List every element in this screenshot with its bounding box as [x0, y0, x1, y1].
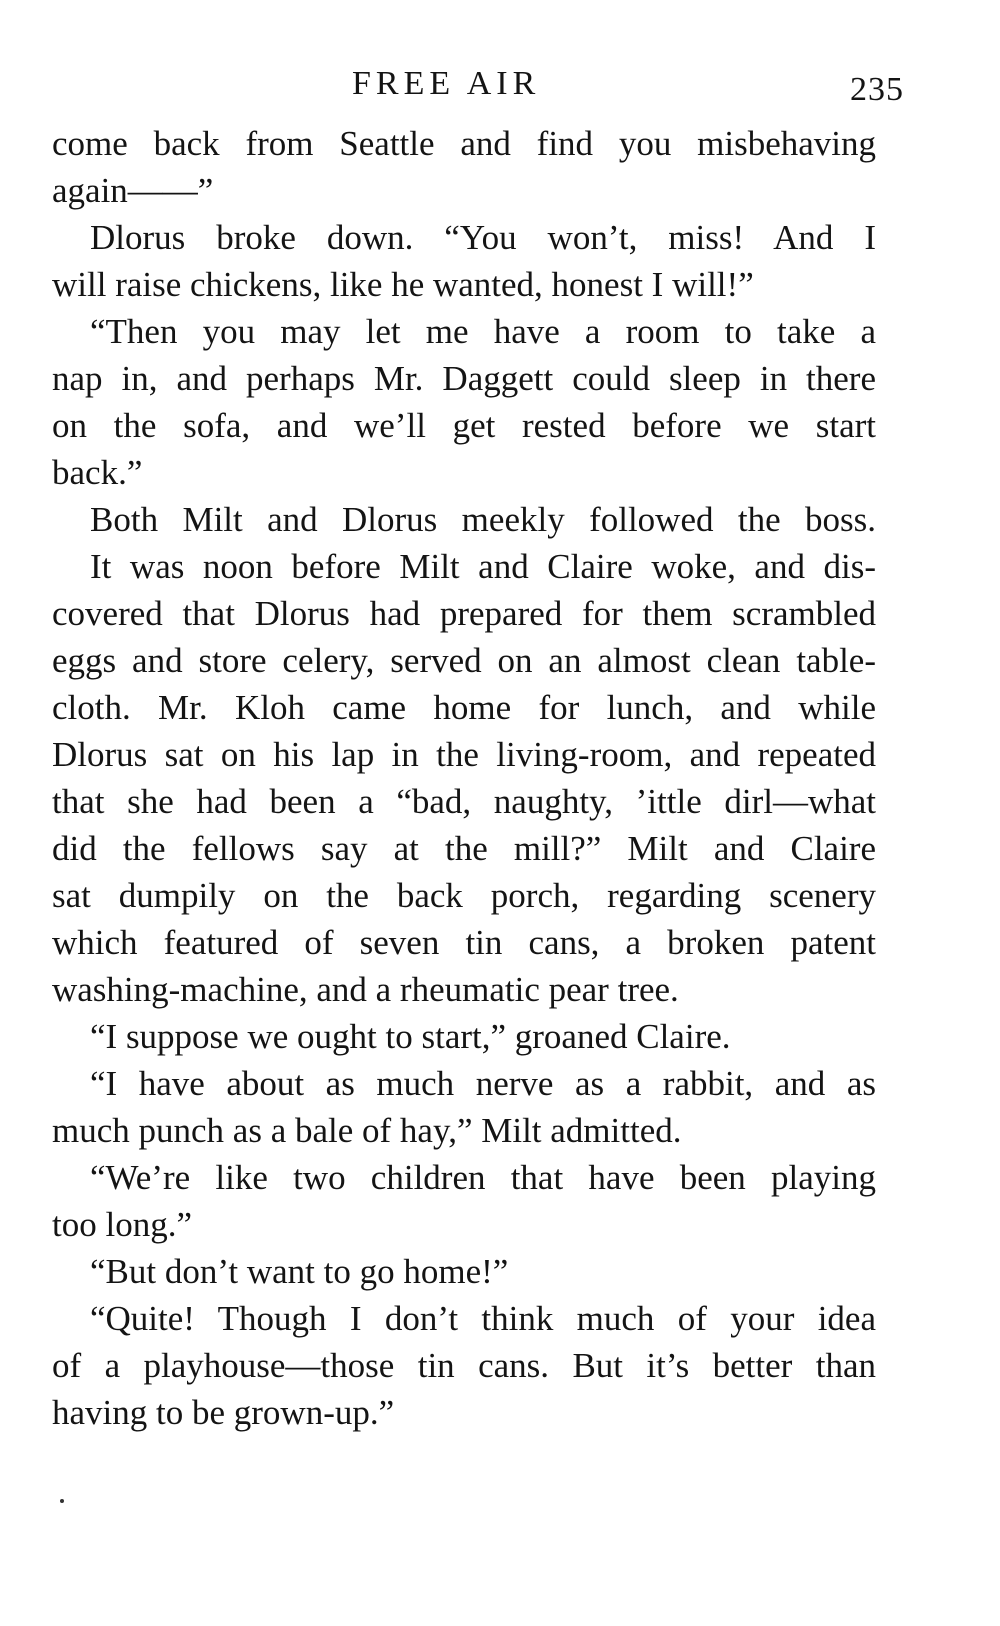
- text-line: of a playhouse—those tin cans. But it’s better than: [52, 1346, 876, 1385]
- text-line: too long.”: [52, 1205, 192, 1244]
- text-line: back.”: [52, 453, 143, 492]
- text-line: “But don’t want to go home!”: [90, 1252, 509, 1291]
- body-text: [52, 120, 876, 1436]
- text-line: having to be grown-up.”: [52, 1393, 395, 1432]
- text-line: “Quite! Though I don’t think much of your idea: [90, 1299, 876, 1338]
- text-line: covered that Dlorus had prepared for them scrambled: [52, 594, 876, 633]
- text-line: nap in, and perhaps Mr. Daggett could sleep in there: [52, 359, 876, 398]
- text-line: eggs and store celery, served on an almost clean table-: [52, 641, 876, 680]
- text-line: washing-machine, and a rheumatic pear tree.: [52, 970, 679, 1009]
- text-line: which featured of seven tin cans, a broken patent: [52, 923, 876, 962]
- text-line: much punch as a bale of hay,” Milt admitted.: [52, 1111, 682, 1150]
- text-line: “I suppose we ought to start,” groaned Claire.: [90, 1017, 731, 1056]
- text-line: did the fellows say at the mill?” Milt and Claire: [52, 829, 876, 868]
- text-line: Both Milt and Dlorus meekly followed the boss.: [90, 500, 876, 539]
- text-line: “I have about as much nerve as a rabbit, and as: [90, 1064, 876, 1103]
- text-line: “Then you may let me have a room to take a: [90, 312, 876, 351]
- text-line: sat dumpily on the back porch, regarding scenery: [52, 876, 876, 915]
- page-number: 235: [850, 71, 904, 108]
- running-title: FREE AIR: [352, 65, 541, 102]
- text-line: cloth. Mr. Kloh came home for lunch, and while: [52, 688, 876, 727]
- text-line: again——”: [52, 171, 214, 210]
- text-line: that she had been a “bad, naughty, ’ittle dirl—what: [52, 782, 876, 821]
- text-line: “We’re like two children that have been playing: [90, 1158, 876, 1197]
- text-line: It was noon before Milt and Claire woke, and dis-: [90, 547, 876, 586]
- text-line: Dlorus broke down. “You won’t, miss! And I: [90, 218, 876, 257]
- ink-speck: [60, 1499, 64, 1503]
- text-line: will raise chickens, like he wanted, honest I will!”: [52, 265, 754, 304]
- text-line: Dlorus sat on his lap in the living-room, and repeated: [52, 735, 876, 774]
- text-line: on the sofa, and we’ll get rested before we start: [52, 406, 876, 445]
- text-line: come back from Seattle and find you misbehaving: [52, 124, 876, 163]
